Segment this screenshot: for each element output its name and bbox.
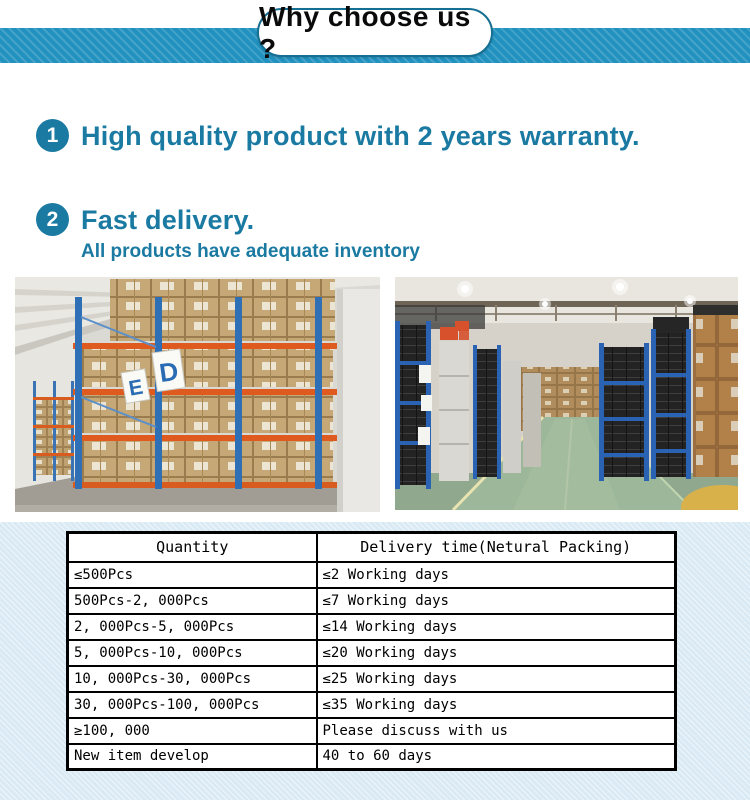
selling-point-2-subtitle: All products have adequate inventory bbox=[81, 241, 420, 262]
table-row bbox=[68, 744, 676, 770]
quantity-cell: ≥100, 000 bbox=[68, 718, 317, 744]
delivery-info-section bbox=[0, 522, 750, 800]
delivery-cell: ≤25 Working days bbox=[317, 666, 676, 692]
quantity-cell: New item develop bbox=[68, 744, 317, 770]
selling-point-1 bbox=[36, 119, 640, 153]
table-header-row bbox=[68, 533, 676, 562]
delivery-cell: Please discuss with us bbox=[317, 718, 676, 744]
quantity-cell: 5, 000Pcs-10, 000Pcs bbox=[68, 640, 317, 666]
quantity-cell: 2, 000Pcs-5, 000Pcs bbox=[68, 614, 317, 640]
table-row bbox=[68, 666, 676, 692]
warehouse-racks-illustration bbox=[15, 277, 380, 512]
delivery-cell: ≤35 Working days bbox=[317, 692, 676, 718]
selling-point-1-title: High quality product with 2 years warranty. bbox=[81, 121, 640, 151]
warehouse-racks-photo bbox=[15, 277, 380, 512]
warehouse-aisle-photo bbox=[395, 277, 738, 510]
table-row bbox=[68, 562, 676, 588]
quantity-column-header: Quantity bbox=[68, 533, 317, 562]
number-badge-2: 2 bbox=[36, 203, 69, 236]
quantity-cell: ≤500Pcs bbox=[68, 562, 317, 588]
sign-letter-e: E bbox=[126, 375, 145, 401]
delivery-cell: ≤7 Working days bbox=[317, 588, 676, 614]
delivery-cell: ≤2 Working days bbox=[317, 562, 676, 588]
section-title: Why choose us ? bbox=[259, 0, 471, 64]
table-row bbox=[68, 588, 676, 614]
delivery-cell: ≤14 Working days bbox=[317, 614, 676, 640]
table-row bbox=[68, 614, 676, 640]
quantity-cell: 30, 000Pcs-100, 000Pcs bbox=[68, 692, 317, 718]
rack-sign-d bbox=[152, 349, 185, 392]
table-row bbox=[68, 640, 676, 666]
section-title-pill bbox=[257, 0, 493, 64]
delivery-cell: 40 to 60 days bbox=[317, 744, 676, 770]
delivery-time-column-header: Delivery time(Netural Packing) bbox=[317, 533, 676, 562]
selling-point-2 bbox=[36, 203, 254, 237]
table-row bbox=[68, 692, 676, 718]
quantity-cell: 10, 000Pcs-30, 000Pcs bbox=[68, 666, 317, 692]
number-badge-1: 1 bbox=[36, 119, 69, 152]
quantity-cell: 500Pcs-2, 000Pcs bbox=[68, 588, 317, 614]
sign-letter-d: D bbox=[157, 355, 181, 389]
rack-sign-e bbox=[121, 369, 150, 404]
selling-point-2-title: Fast delivery. bbox=[81, 205, 255, 235]
delivery-cell: ≤20 Working days bbox=[317, 640, 676, 666]
warehouse-aisle-illustration bbox=[395, 277, 738, 510]
delivery-time-table bbox=[66, 531, 677, 771]
table-row bbox=[68, 718, 676, 744]
